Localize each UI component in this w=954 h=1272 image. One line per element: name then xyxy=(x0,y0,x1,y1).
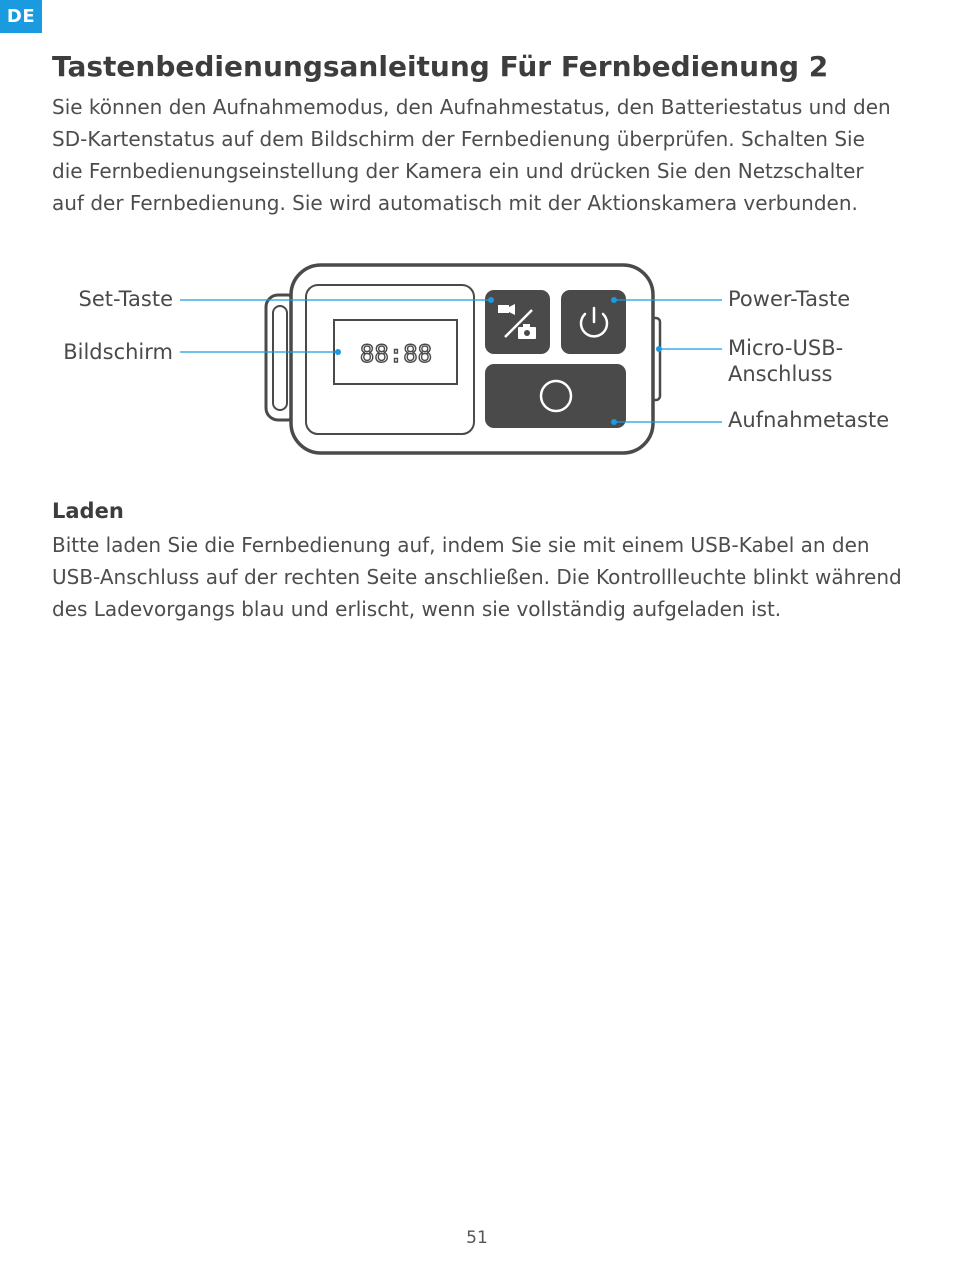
intro-line: Sie können den Aufnahmemodus, den Aufnahmestatus, den Batteriestatus und den xyxy=(52,95,891,119)
charging-heading: Laden xyxy=(52,499,124,523)
charging-line: USB-Anschluss auf der rechten Seite anschließen. Die Kontrollleuchte blinkt während xyxy=(52,565,902,589)
set-button[interactable] xyxy=(485,290,550,354)
callout-dot-power xyxy=(611,297,617,303)
charging-paragraph xyxy=(52,529,912,625)
label-set-button: Set-Taste xyxy=(78,287,173,311)
record-button[interactable] xyxy=(485,364,626,428)
page-title: Tastenbedienungsanleitung Für Fernbedienung 2 xyxy=(52,50,829,83)
callout-dot-screen xyxy=(335,349,341,355)
lcd-readout: 88:88 xyxy=(359,340,433,368)
label-record-button: Aufnahmetaste xyxy=(728,408,890,432)
page-number: 51 xyxy=(466,1228,488,1248)
language-badge: DE xyxy=(0,0,42,33)
callout-dot-usb xyxy=(656,346,662,352)
remote-control-diagram xyxy=(0,240,954,480)
label-usb-port-line: Anschluss xyxy=(728,362,833,386)
charging-line: Bitte laden Sie die Fernbedienung auf, indem Sie sie mit einem USB-Kabel an den xyxy=(52,533,870,557)
intro-line: die Fernbedienungseinstellung der Kamera ein und drücken Sie den Netzschalter xyxy=(52,159,864,183)
intro-line: auf der Fernbedienung. Sie wird automatisch mit der Aktionskamera verbunden. xyxy=(52,191,858,215)
callout-dot-set xyxy=(488,297,494,303)
intro-paragraph xyxy=(52,91,912,219)
label-usb-port-line: Micro-USB- xyxy=(728,336,844,360)
label-power-button: Power-Taste xyxy=(728,287,851,311)
intro-line: SD-Kartenstatus auf dem Bildschirm der Fernbedienung überprüfen. Schalten Sie xyxy=(52,127,865,151)
charging-line: des Ladevorgangs blau und erlischt, wenn sie vollständig aufgeladen ist. xyxy=(52,597,782,621)
label-usb-port xyxy=(728,335,843,387)
label-screen: Bildschirm xyxy=(63,340,173,364)
callout-dot-record xyxy=(611,419,617,425)
